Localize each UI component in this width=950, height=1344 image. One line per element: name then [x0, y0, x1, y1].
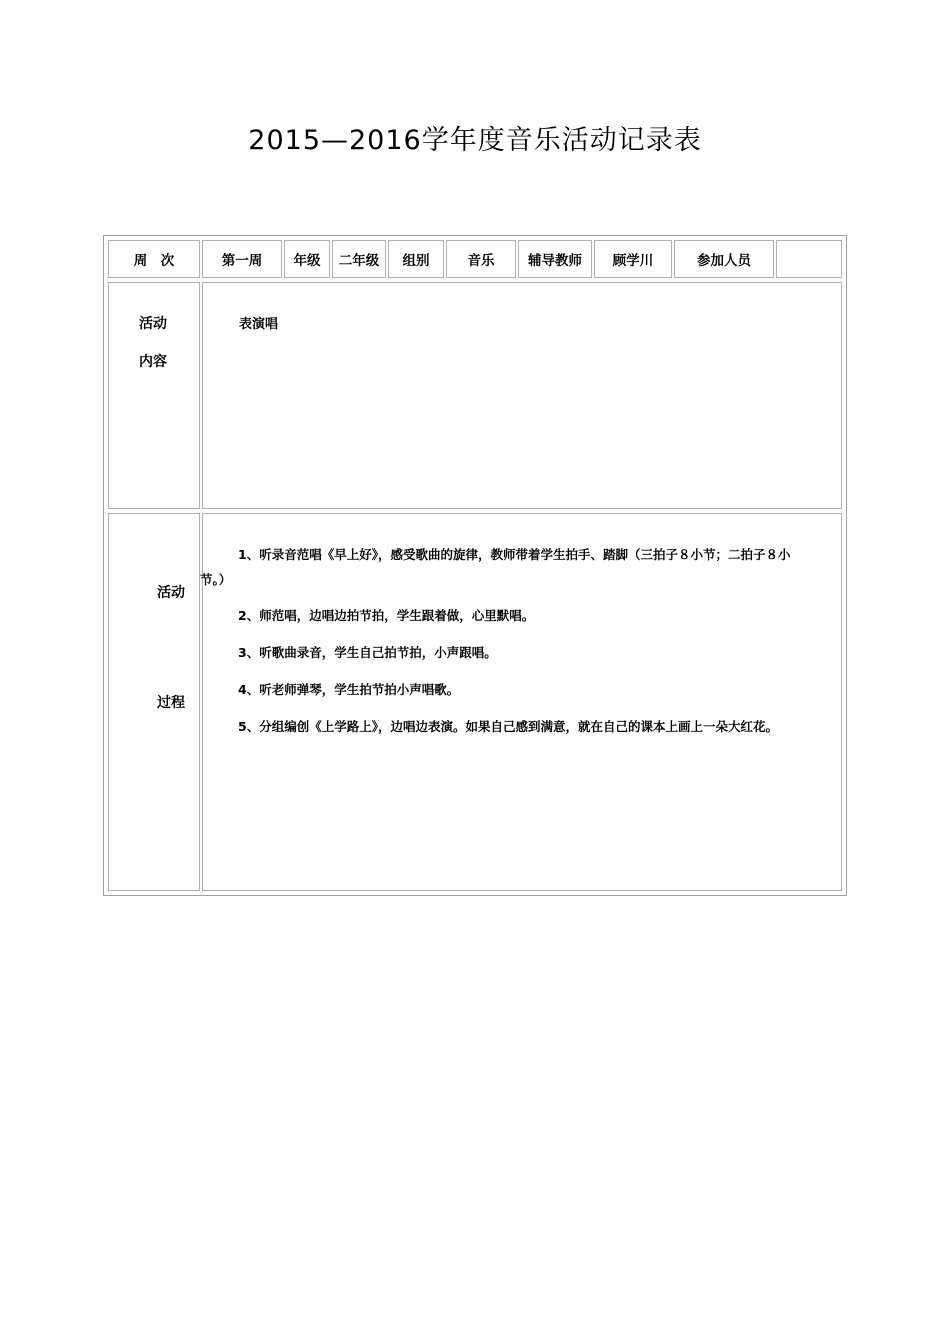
participants-value-cell [776, 240, 842, 278]
process-label-line1: 活动 [157, 585, 185, 601]
group-label: 组别 [402, 253, 430, 269]
process-step-3: 3、听歌曲录音，学生自己拍节拍，小声跟唱。 [238, 645, 497, 660]
process-step-5: 5、分组编创《上学路上》，边唱边表演。如果自己感到满意，就在自己的课本上画上一朵大红花。 [238, 719, 778, 734]
week-label-cell [108, 240, 200, 278]
process-step-2: 2、师范唱，边唱边拍节拍，学生跟着做，心里默唱。 [238, 608, 535, 623]
process-step-1: 1、听录音范唱《早上好》，感受歌曲的旋律，教师带着学生拍手、踏脚（三拍子８小节；二拍子８小 [238, 547, 791, 562]
group-value-cell [446, 240, 516, 278]
page-title: 2015—2016学年度音乐活动记录表 [248, 125, 702, 156]
teacher-value: 顾学川 [612, 253, 654, 269]
grade-value: 二年级 [338, 253, 380, 269]
process-value-cell [202, 513, 842, 891]
teacher-label-cell [518, 240, 592, 278]
grade-label-cell [284, 240, 330, 278]
process-step-4: 4、听老师弹琴，学生拍节拍小声唱歌。 [238, 682, 460, 697]
process-label-line2: 过程 [157, 695, 185, 711]
content-label-cell [108, 282, 200, 509]
grade-label: 年级 [293, 253, 321, 269]
content-value-cell [202, 282, 842, 509]
group-value: 音乐 [467, 253, 495, 269]
content-label-line2: 内容 [139, 354, 167, 370]
group-label-cell [388, 240, 444, 278]
participants-label: 参加人员 [697, 253, 751, 269]
grade-value-cell [332, 240, 386, 278]
week-label: 周 次 [133, 253, 175, 269]
content-text: 表演唱 [239, 317, 279, 332]
record-table [103, 235, 847, 896]
week-value-cell [202, 240, 282, 278]
content-label-line1: 活动 [139, 316, 167, 332]
participants-label-cell [674, 240, 774, 278]
teacher-label: 辅导教师 [528, 253, 582, 269]
teacher-value-cell [594, 240, 672, 278]
process-label-cell [108, 513, 200, 891]
process-step-1-cont: 节。） [200, 572, 232, 587]
week-value: 第一周 [221, 253, 263, 269]
